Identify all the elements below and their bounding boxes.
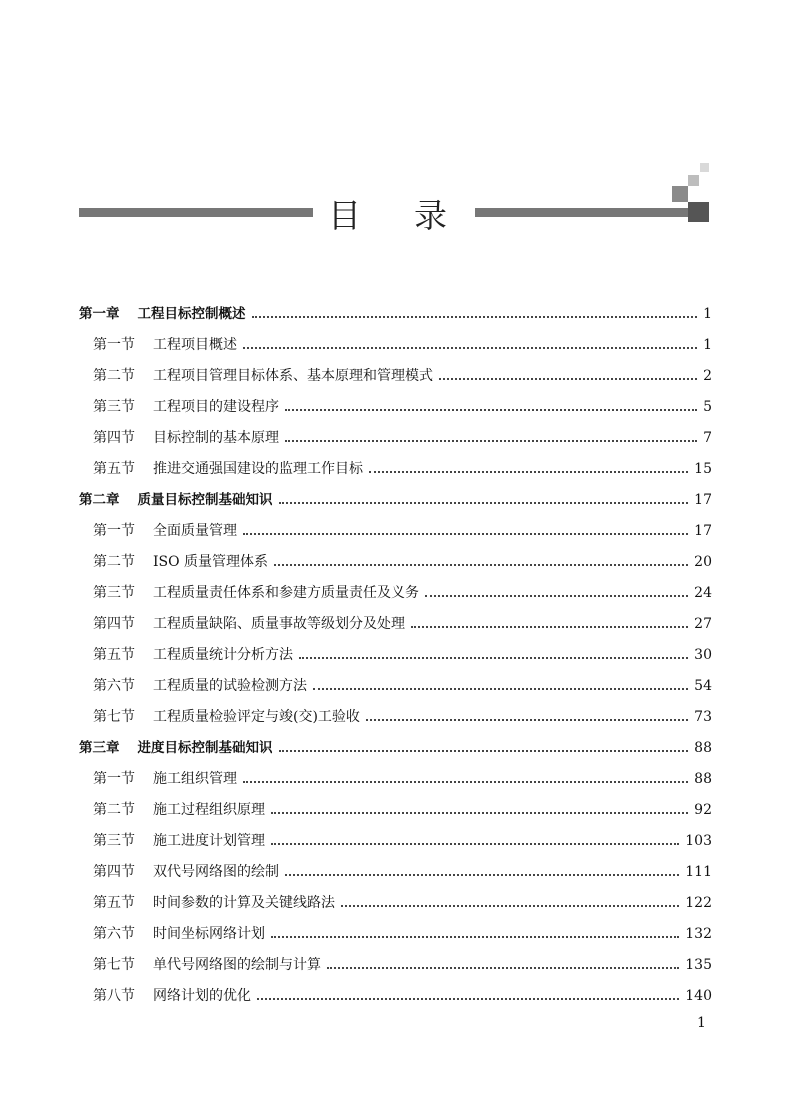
toc-leader-dots [279,501,689,504]
toc-entry-number: 第七节 [93,709,135,725]
toc-section-row[interactable] [79,396,712,418]
toc-leader-dots [285,873,679,876]
toc-entry-title: 施工进度计划管理 [153,833,265,849]
toc-entry-number: 第三章 [79,740,120,756]
toc-section-row[interactable] [79,675,712,697]
toc-entry-title: 时间参数的计算及关键线路法 [153,895,335,911]
toc-page-number: 132 [685,926,712,942]
toc-section-row[interactable] [79,799,712,821]
toc-entry-number: 第六节 [93,926,135,942]
toc-section-row[interactable] [79,768,712,790]
toc-leader-dots [285,408,697,411]
toc-entry-label [79,303,246,325]
toc-section-row[interactable] [79,365,712,387]
toc-entry-label [93,427,279,449]
toc-section-row[interactable] [79,644,712,666]
decor-square-1 [700,163,709,172]
toc-page-number: 1 [703,337,712,353]
toc-leader-dots [369,470,688,473]
toc-entry-number: 第八节 [93,988,135,1004]
toc-page-number: 7 [703,430,712,446]
toc-leader-dots [271,811,688,814]
decor-square-4 [688,202,709,222]
toc-entry-number: 第三节 [93,399,135,415]
toc-entry-title: 工程目标控制概述 [137,306,246,322]
toc-page-number: 88 [694,740,712,756]
toc-page-number: 27 [694,616,712,632]
toc-leader-dots [439,377,697,380]
toc-entry-title: 全面质量管理 [153,523,237,539]
toc-entry-label [93,551,268,573]
toc-entry-title: 单代号网络图的绘制与计算 [153,957,321,973]
toc-section-row[interactable] [79,706,712,728]
toc-page-number: 111 [685,864,712,880]
toc-entry-title: 时间坐标网络计划 [153,926,265,942]
toc-chapter-row[interactable] [79,303,712,325]
toc-section-row[interactable] [79,923,712,945]
decor-square-2 [688,175,699,186]
toc-leader-dots [271,935,679,938]
toc-entry-label [93,334,237,356]
toc-entry-label [93,706,360,728]
toc-page-number: 17 [694,492,712,508]
toc-page-number: 103 [685,833,712,849]
page-number: 1 [697,1015,706,1031]
toc-entry-title: ISO 质量管理体系 [153,554,269,570]
title-char-1: 目 [328,196,361,235]
toc-entry-title: 工程项目的建设程序 [153,399,279,415]
toc-entry-number: 第二节 [93,802,135,818]
toc-section-row[interactable] [79,427,712,449]
toc-entry-label [93,644,293,666]
toc-entry-label [93,675,307,697]
toc-entry-title: 施工过程组织原理 [153,802,265,818]
toc-entry-number: 第三节 [93,585,135,601]
toc-page-number: 20 [694,554,712,570]
toc-page-number: 24 [694,585,712,601]
toc-section-row[interactable] [79,830,712,852]
toc-section-row[interactable] [79,954,712,976]
toc-leader-dots [252,315,698,318]
toc-entry-title: 工程项目管理目标体系、基本原理和管理模式 [153,368,433,384]
toc-leader-dots [313,687,688,690]
toc-entry-label [93,985,251,1007]
toc-entry-label [93,892,335,914]
toc-section-row[interactable] [79,334,712,356]
header-bar-left [79,208,313,217]
toc-entry-title: 推进交通强国建设的监理工作目标 [153,461,363,477]
toc-entry-number: 第四节 [93,616,135,632]
toc-entry-number: 第三节 [93,833,135,849]
toc-entry-number: 第二章 [79,492,120,508]
toc-leader-dots [274,563,688,566]
toc-entry-label [93,830,265,852]
toc-chapter-row[interactable] [79,737,712,759]
toc-page-number: 92 [694,802,712,818]
toc-leader-dots [341,904,679,907]
toc-section-row[interactable] [79,892,712,914]
toc-entry-label [93,768,237,790]
toc-entry-title: 工程质量的试验检测方法 [153,678,307,694]
toc-entry-label [79,489,273,511]
toc-entry-label [79,737,273,759]
toc-entry-label [93,799,265,821]
toc-leader-dots [425,594,688,597]
toc-section-row[interactable] [79,520,712,542]
toc-page-number: 1 [703,306,712,322]
toc-leader-dots [271,842,679,845]
toc-leader-dots [279,749,689,752]
toc-leader-dots [327,966,679,969]
toc-leader-dots [299,656,688,659]
toc-page-number: 54 [694,678,712,694]
toc-leader-dots [243,780,688,783]
toc-entry-number: 第六节 [93,678,135,694]
toc-entry-number: 第五节 [93,895,135,911]
toc-entry-title: 工程质量缺陷、质量事故等级划分及处理 [153,616,405,632]
toc-entry-title: 进度目标控制基础知识 [137,740,273,756]
toc-entry-title: 工程质量检验评定与竣(交)工验收 [153,709,360,725]
toc-entry-number: 第一节 [93,337,135,353]
toc-entry-label [93,458,363,480]
toc-page-number: 17 [694,523,712,539]
toc-section-row[interactable] [79,613,712,635]
toc-entry-title: 工程质量责任体系和参建方质量责任及义务 [153,585,419,601]
toc-entry-label [93,954,321,976]
toc-entry-title: 目标控制的基本原理 [153,430,279,446]
toc-page-number: 122 [685,895,712,911]
toc-entry-title: 工程项目概述 [153,337,237,353]
toc-entry-number: 第四节 [93,430,135,446]
toc-entry-label [93,365,433,387]
toc-entry-number: 第一节 [93,771,135,787]
toc-entry-label [93,613,405,635]
toc-leader-dots [285,439,697,442]
page-title [318,194,468,238]
toc-entry-label [93,582,419,604]
toc-leader-dots [243,346,697,349]
toc-page-number: 2 [703,368,712,384]
title-char-2: 录 [414,196,447,235]
toc-entry-title: 工程质量统计分析方法 [153,647,293,663]
toc-chapter-row[interactable] [79,489,712,511]
toc-entry-number: 第五节 [93,461,135,477]
toc-section-row[interactable] [79,458,712,480]
toc-entry-title: 质量目标控制基础知识 [137,492,273,508]
toc-header [0,0,790,280]
toc-page-number: 15 [694,461,712,477]
toc-entry-title: 双代号网络图的绘制 [153,864,279,880]
toc-page-number: 30 [694,647,712,663]
toc-entry-label [93,396,279,418]
toc-entry-title: 网络计划的优化 [153,988,251,1004]
toc-entry-label [93,861,279,883]
toc-leader-dots [243,532,688,535]
toc-entry-title: 施工组织管理 [153,771,237,787]
toc-page-number: 140 [685,988,712,1004]
header-bar-right [475,208,690,217]
toc-section-row[interactable] [79,582,712,604]
toc-entry-number: 第一节 [93,523,135,539]
toc-page-number: 135 [685,957,712,973]
toc-entry-label [93,520,237,542]
toc-leader-dots [257,997,679,1000]
toc-section-row[interactable] [79,861,712,883]
toc-entry-number: 第二节 [93,554,135,570]
toc-leader-dots [366,718,688,721]
toc-section-row[interactable] [79,551,712,573]
toc-section-row[interactable] [79,985,712,1007]
toc-entry-number: 第四节 [93,864,135,880]
decor-square-3 [672,186,688,202]
toc-page-number: 88 [694,771,712,787]
toc-page-number: 5 [703,399,712,415]
toc-entry-number: 第七节 [93,957,135,973]
toc-entry-number: 第一章 [79,306,120,322]
toc-page-number: 73 [694,709,712,725]
toc-entry-number: 第五节 [93,647,135,663]
toc-entry-label [93,923,265,945]
toc-entry-number: 第二节 [93,368,135,384]
toc-leader-dots [411,625,688,628]
